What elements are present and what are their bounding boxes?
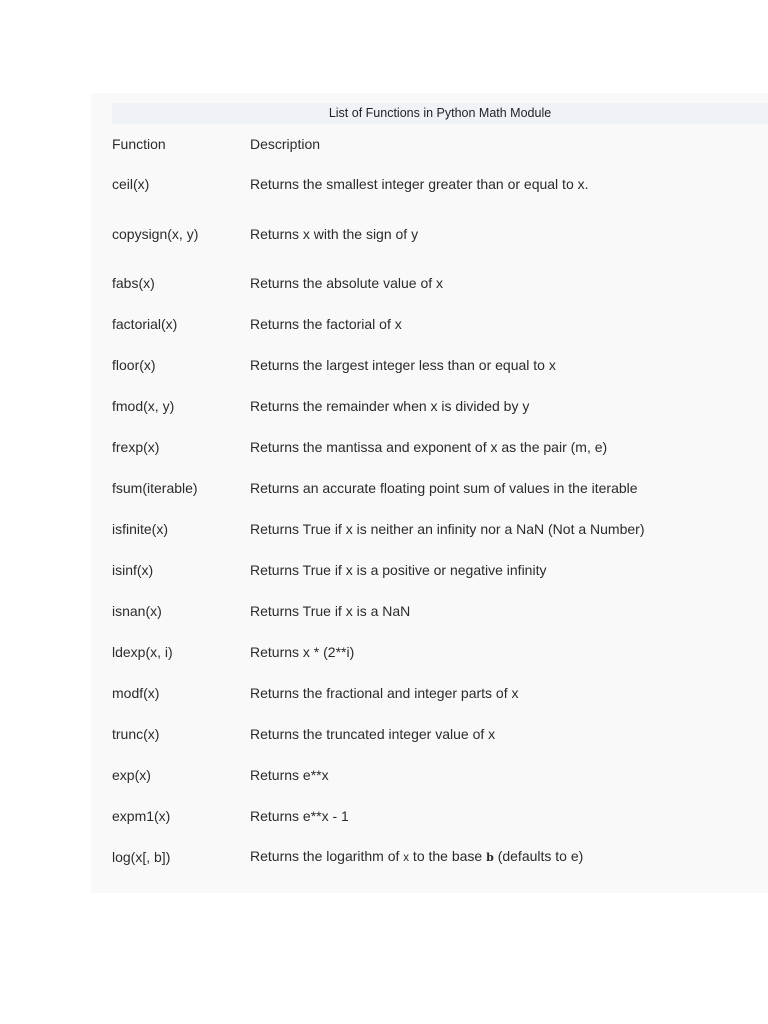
table-row	[112, 263, 768, 304]
function-cell: copysign(x, y)	[112, 225, 199, 242]
table-row	[112, 591, 768, 632]
function-cell: trunc(x)	[112, 726, 160, 742]
header-description: Description	[250, 135, 321, 152]
table-row	[112, 205, 768, 263]
table-row	[112, 755, 768, 796]
description-cell: Returns the fractional and integer parts of x	[250, 685, 519, 701]
math-functions-table-panel	[91, 93, 768, 893]
description-cell: Returns True if x is a NaN	[250, 603, 411, 619]
table-row	[112, 714, 768, 755]
function-cell: ceil(x)	[112, 176, 150, 192]
description-cell: Returns x with the sign of y	[250, 225, 419, 242]
function-cell: log(x[, b])	[112, 849, 171, 865]
table-caption: List of Functions in Python Math Module	[112, 103, 768, 124]
table-row	[112, 304, 768, 345]
function-cell: exp(x)	[112, 767, 151, 783]
description-cell: Returns the mantissa and exponent of x as the pair (m, e)	[250, 439, 608, 455]
table-row	[112, 837, 768, 878]
description-cell: Returns the truncated integer value of x	[250, 726, 496, 742]
param-x: x	[403, 852, 410, 864]
description-cell: Returns True if x is neither an infinity nor a NaN (Not a Number)	[250, 521, 645, 537]
description-cell: Returns x * (2**i)	[250, 644, 355, 660]
description-text: to the base	[409, 848, 487, 864]
table-row	[112, 164, 768, 205]
table-row	[112, 550, 768, 591]
description-text: Returns the logarithm of	[250, 848, 404, 864]
function-cell: frexp(x)	[112, 439, 160, 455]
description-cell: Returns the absolute value of x	[250, 275, 444, 291]
table-row	[112, 427, 768, 468]
description-cell: Returns the factorial of x	[250, 316, 402, 332]
table-row	[112, 345, 768, 386]
function-cell: modf(x)	[112, 685, 160, 701]
function-cell: fabs(x)	[112, 275, 155, 291]
function-cell: isfinite(x)	[112, 521, 169, 537]
table-row	[112, 673, 768, 714]
param-b: b	[486, 851, 494, 864]
table-row	[112, 632, 768, 673]
header-function: Function	[112, 135, 166, 152]
description-cell	[250, 848, 768, 867]
description-cell: Returns an accurate floating point sum of values in the iterable	[250, 480, 638, 496]
description-cell: Returns True if x is a positive or negative infinity	[250, 562, 547, 578]
function-cell: floor(x)	[112, 357, 156, 373]
description-text: (defaults to e)	[493, 848, 584, 864]
description-cell: Returns the remainder when x is divided by y	[250, 398, 530, 414]
description-cell: Returns the largest integer less than or equal to x	[250, 357, 556, 373]
function-cell: factorial(x)	[112, 316, 178, 332]
function-cell: expm1(x)	[112, 808, 171, 824]
math-functions-table	[112, 124, 768, 878]
description-cell: Returns the smallest integer greater than or equal to x.	[250, 176, 589, 192]
function-cell: ldexp(x, i)	[112, 644, 173, 660]
table-row	[112, 509, 768, 550]
function-cell: fmod(x, y)	[112, 398, 175, 414]
table-row	[112, 386, 768, 427]
function-cell: isnan(x)	[112, 603, 162, 619]
description-cell: Returns e**x	[250, 767, 329, 783]
description-cell: Returns e**x - 1	[250, 808, 349, 824]
function-cell: isinf(x)	[112, 562, 154, 578]
table-header-row	[112, 124, 768, 164]
table-row	[112, 796, 768, 837]
function-cell: fsum(iterable)	[112, 480, 198, 496]
table-row	[112, 468, 768, 509]
